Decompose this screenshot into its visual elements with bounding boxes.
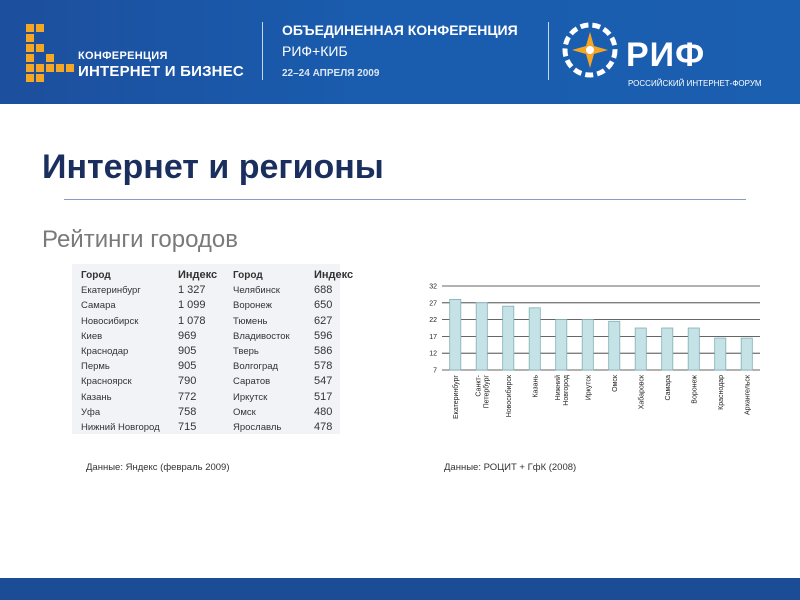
chart-x-tick-label: Иркутск (585, 375, 593, 401)
chart-x-tick-label: Новосибирск (505, 375, 513, 418)
table-cell-index: 758 (178, 405, 197, 418)
chart-bar (529, 308, 540, 370)
table-cell-index: 650 (314, 299, 333, 312)
table-cell-city: Владивосток (233, 330, 290, 342)
chart-x-tick-label: Омск (611, 375, 619, 392)
rif-logo-subtitle: РОССИЙСКИЙ ИНТЕРНЕТ-ФОРУМ (628, 79, 762, 88)
chart-gridlines (442, 286, 760, 370)
table-cell-index: 478 (314, 420, 333, 433)
chart-bar (556, 320, 567, 370)
table-cell-city: Саратов (233, 376, 271, 388)
conference-label: КОНФЕРЕНЦИЯ (78, 50, 168, 62)
chart-x-tick-label: Санкт- (475, 375, 483, 397)
table-cell-index: 586 (314, 344, 333, 357)
table-header-city: Город (233, 270, 263, 281)
table-cell-city: Самара (81, 300, 116, 312)
chart-x-tick-label: Петербург (483, 375, 491, 409)
conference-title: ИНТЕРНЕТ И БИЗНЕС (78, 63, 244, 80)
table-cell-city: Киев (81, 330, 103, 342)
table-cell-city: Нижний Новгород (81, 421, 160, 433)
table-cell-index: 905 (178, 344, 197, 357)
chart-bar (741, 338, 752, 370)
banner-divider (262, 22, 263, 80)
table-cell-index: 1 099 (178, 299, 206, 312)
chart-x-tick-label: Воронеж (691, 375, 699, 404)
chart-y-tick-label: 12 (429, 350, 437, 358)
conference-name (78, 50, 244, 80)
table-header-city: Город (81, 270, 111, 281)
table-column-index-left (178, 268, 217, 435)
table-header-index: Индекс (314, 269, 354, 281)
table-cell-index: 578 (314, 360, 333, 373)
conference-logo-icon (26, 24, 74, 82)
table-cell-index: 688 (314, 284, 333, 297)
table-header-index: Индекс (178, 269, 218, 281)
rif-logo-text: РИФ (626, 36, 706, 74)
banner-divider-2 (548, 22, 549, 80)
city-rating-table (72, 264, 354, 434)
table-cell-index: 969 (178, 329, 197, 342)
chart-y-tick-labels (429, 284, 437, 375)
chart-bar (582, 320, 593, 370)
table-cell-index: 1 327 (178, 284, 206, 297)
table-cell-city: Иркутск (233, 391, 268, 403)
header-banner (0, 0, 800, 104)
chart-x-tick-label: Краснодар (717, 375, 725, 410)
chart-x-tick-label: Самара (664, 375, 672, 401)
chart-bar (503, 306, 514, 370)
chart-x-tick-labels (452, 374, 752, 419)
city-bar-chart (418, 278, 768, 448)
table-cell-city: Омск (233, 406, 256, 418)
joint-conference-subtitle: РИФ+КИБ (282, 43, 348, 59)
table-cell-city: Уфа (81, 406, 101, 418)
footer-bar (0, 578, 800, 600)
chart-x-tick-label: Екатеринбург (452, 375, 460, 420)
chart-bar (450, 299, 461, 370)
chart-y-tick-label: 7 (433, 367, 437, 375)
table-cell-city: Краснодар (81, 345, 129, 357)
table-cell-index: 480 (314, 405, 333, 418)
table-cell-index: 547 (314, 375, 333, 388)
table-column-index-right (314, 268, 353, 435)
chart-y-tick-label: 17 (429, 333, 437, 341)
table-cell-index: 627 (314, 314, 333, 327)
table-cell-index: 772 (178, 390, 197, 403)
chart-source-note: Данные: РОЦИТ + ГфК (2008) (444, 462, 577, 473)
page-subtitle: Рейтинги городов (42, 226, 239, 253)
table-column-city-left (81, 268, 160, 435)
table-cell-city: Пермь (81, 361, 110, 373)
chart-y-tick-label: 32 (429, 283, 437, 291)
chart-bar (715, 338, 726, 370)
table-cell-index: 1 078 (178, 314, 206, 327)
chart-x-tick-label: Нижний (554, 375, 562, 401)
page-title: Интернет и регионы (42, 148, 384, 186)
table-source-note: Данные: Яндекс (февраль 2009) (86, 462, 230, 473)
table-cell-city: Тверь (233, 345, 259, 357)
chart-bars (450, 299, 753, 370)
chart-bar (609, 321, 620, 370)
title-divider (64, 199, 746, 200)
chart-bar (635, 328, 646, 370)
conference-date: 22–24 АПРЕЛЯ 2009 (282, 68, 380, 79)
table-cell-city: Красноярск (81, 376, 132, 388)
chart-x-tick-label: Архангельск (744, 375, 752, 416)
table-cell-city: Казань (81, 391, 112, 403)
table-cell-index: 715 (178, 420, 197, 433)
chart-x-tick-label: Новгород (562, 375, 570, 406)
table-column-city-right (233, 268, 290, 435)
table-cell-city: Воронеж (233, 300, 272, 312)
chart-x-tick-label: Хабаровск (638, 375, 646, 410)
table-cell-city: Челябинск (233, 285, 280, 297)
table-cell-index: 905 (178, 360, 197, 373)
chart-bar (476, 303, 487, 370)
chart-y-tick-label: 22 (429, 317, 437, 325)
table-cell-index: 596 (314, 329, 333, 342)
table-cell-city: Ярославль (233, 421, 282, 433)
table-cell-city: Новосибирск (81, 315, 139, 327)
table-cell-city: Екатеринбург (81, 285, 141, 297)
table-cell-city: Волгоград (233, 361, 279, 373)
table-cell-index: 790 (178, 375, 197, 388)
table-cell-city: Тюмень (233, 315, 268, 327)
rif-emblem-icon (562, 22, 618, 78)
chart-bar (688, 328, 699, 370)
joint-conference-block (282, 22, 518, 79)
table-cell-index: 517 (314, 390, 333, 403)
chart-x-tick-label: Казань (532, 375, 540, 398)
joint-conference-title: ОБЪЕДИНЕННАЯ КОНФЕРЕНЦИЯ (282, 22, 518, 38)
chart-bar (662, 328, 673, 370)
chart-y-tick-label: 27 (429, 300, 437, 308)
